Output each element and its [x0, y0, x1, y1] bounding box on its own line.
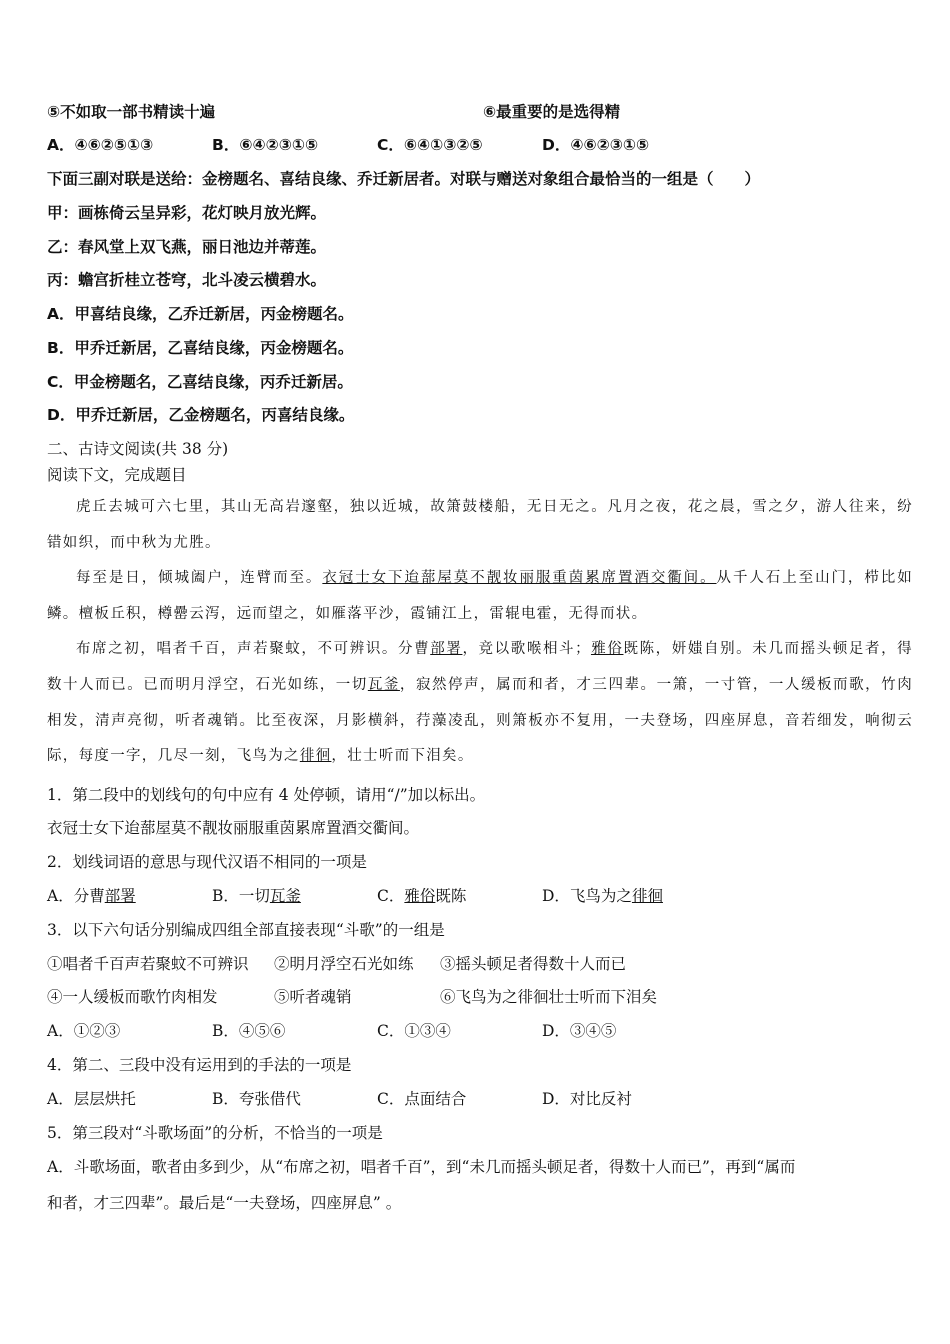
q2-option-a: A．分曹部署 [47, 887, 136, 905]
q5-stem: 5．第三段对“斗歌场面”的分析，不恰当的一项是 [47, 1124, 383, 1142]
q2-option-d: D．飞鸟为之徘徊 [542, 887, 663, 905]
q3-option-b: B．④⑤⑥ [212, 1022, 286, 1040]
couplet-option-d: D．甲乔迁新居，乙金榜题名，丙喜结良缘。 [47, 406, 355, 424]
passage [47, 490, 913, 775]
couplet-bing: 丙：蟾宫折桂立苍穹，北斗凌云横碧水。 [47, 271, 327, 289]
order-item-6: ⑥最重要的是选得精 [483, 103, 621, 121]
q3-sentence-2: ②明月浮空石光如练 [274, 955, 414, 973]
q3-sentence-6: ⑥飞鸟为之徘徊壮士听而下泪矣 [440, 988, 658, 1006]
passage-paragraph-1: 虎丘去城可六七里，其山无高岩邃壑，独以近城，故箫鼓楼船，无日无之。凡月之夜，花之晨，雪之夕，游人往来，纷错如织，而中秋为尤胜。 [47, 499, 913, 551]
couplet-yi: 乙：春风堂上双飞燕，丽日池边并蒂莲。 [47, 238, 327, 256]
couplet-jia: 甲：画栋倚云呈异彩，花灯映月放光辉。 [47, 204, 327, 222]
q3-sentence-1: ①唱者千百声若聚蚊不可辨识 [47, 955, 249, 973]
couplet-option-c: C．甲金榜题名，乙喜结良缘，丙乔迁新居。 [47, 373, 353, 391]
order-option-b: B．⑥④②③①⑤ [212, 136, 319, 154]
order-item-5: ⑤不如取一部书精读十遍 [47, 103, 216, 121]
underlined-sentence: 衣冠士女下迨蔀屋莫不靓妆丽服重茵累席置酒交衢间。 [322, 570, 717, 587]
couplet-option-b: B．甲乔迁新居，乙喜结良缘，丙金榜题名。 [47, 339, 354, 357]
order-option-a: A．④⑥②⑤①③ [47, 136, 154, 154]
underlined-word-wafu: 瓦釜 [367, 676, 400, 693]
q3-option-a: A．①②③ [47, 1022, 121, 1040]
q3-sentence-3: ③摇头顿足者得数十人而已 [440, 955, 627, 973]
q2-option-c: C．雅俗既陈 [377, 887, 467, 905]
q4-option-b: B．夸张借代 [212, 1090, 301, 1108]
underlined-word-paihuai: 徘徊 [299, 748, 332, 765]
q4-stem: 4．第二、三段中没有运用到的手法的一项是 [47, 1056, 352, 1074]
q3-option-c: C．①③④ [377, 1022, 451, 1040]
q3-sentence-5: ⑤听者魂销 [274, 988, 352, 1006]
underlined-word-yasu: 雅俗 [590, 641, 624, 658]
q3-option-d: D．③④⑤ [542, 1022, 617, 1040]
q5-option-a-line-2: 和者，才三四辈”。最后是“一夫登场，四座屏息” 。 [47, 1194, 402, 1212]
order-option-d: D．④⑥②③①⑤ [542, 136, 650, 154]
order-option-c: C．⑥④①③②⑤ [377, 136, 483, 154]
passage-paragraph-2: 每至是日，倾城阖户，连臂而至。衣冠士女下迨蔀屋莫不靓妆丽服重茵累席置酒交衢间。从千人石上至山门，栉比如鳞。檀板丘积，樽罍云泻，远而望之，如雁落平沙，霞铺江上，雷辊电霍，无得而状。 [47, 570, 913, 622]
q3-stem: 3．以下六句话分别编成四组全部直接表现“斗歌”的一组是 [47, 921, 445, 939]
q1-sentence: 衣冠士女下迨蔀屋莫不靓妆丽服重茵累席置酒交衢间。 [47, 819, 420, 837]
q2-stem: 2．划线词语的意思与现代汉语不相同的一项是 [47, 853, 367, 871]
couplet-option-a: A．甲喜结良缘，乙乔迁新居，丙金榜题名。 [47, 305, 354, 323]
couplet-stem: 下面三副对联是送给：金榜题名、喜结良缘、乔迁新居者。对联与赠送对象组合最恰当的一组是（ ） [47, 170, 761, 188]
section-instruction: 阅读下文，完成题目 [47, 466, 187, 484]
passage-paragraph-3: 布席之初，唱者千百，声若聚蚊，不可辨识。分曹部署，竞以歌喉相斗；雅俗既陈，妍媸自别。未几而摇头顿足者，得数十人而已。已而明月浮空，石光如练，一切瓦釜，寂然停声，属而和者，才三四辈。一箫，一寸管，一人缓板而歌，竹肉相发，清声亮彻，听者魂销。比至夜深，月影横斜，荇藻凌乱，则箫板亦不复用，一夫登场，四座屏息，音若细发，响彻云际，每度一字，几尽一刻，飞鸟为之徘徊，壮士听而下泪矣。 [47, 641, 913, 765]
q2-option-b: B．一切瓦釜 [212, 887, 301, 905]
underlined-word-bushu: 部署 [430, 641, 463, 658]
q5-option-a-line-1: A．斗歌场面，歌者由多到少，从“布席之初，唱者千百”，到“未几而摇头顿足者，得数十人而已”，再到“属而 [47, 1158, 796, 1176]
q4-option-c: C．点面结合 [377, 1090, 467, 1108]
q4-option-d: D．对比反衬 [542, 1090, 632, 1108]
q1-stem: 1．第二段中的划线句的句中应有 4 处停顿，请用“/”加以标出。 [47, 786, 486, 804]
q4-option-a: A．层层烘托 [47, 1090, 136, 1108]
section-title: 二、古诗文阅读(共 38 分) [47, 440, 229, 458]
q3-sentence-4: ④一人缓板而歌竹肉相发 [47, 988, 218, 1006]
